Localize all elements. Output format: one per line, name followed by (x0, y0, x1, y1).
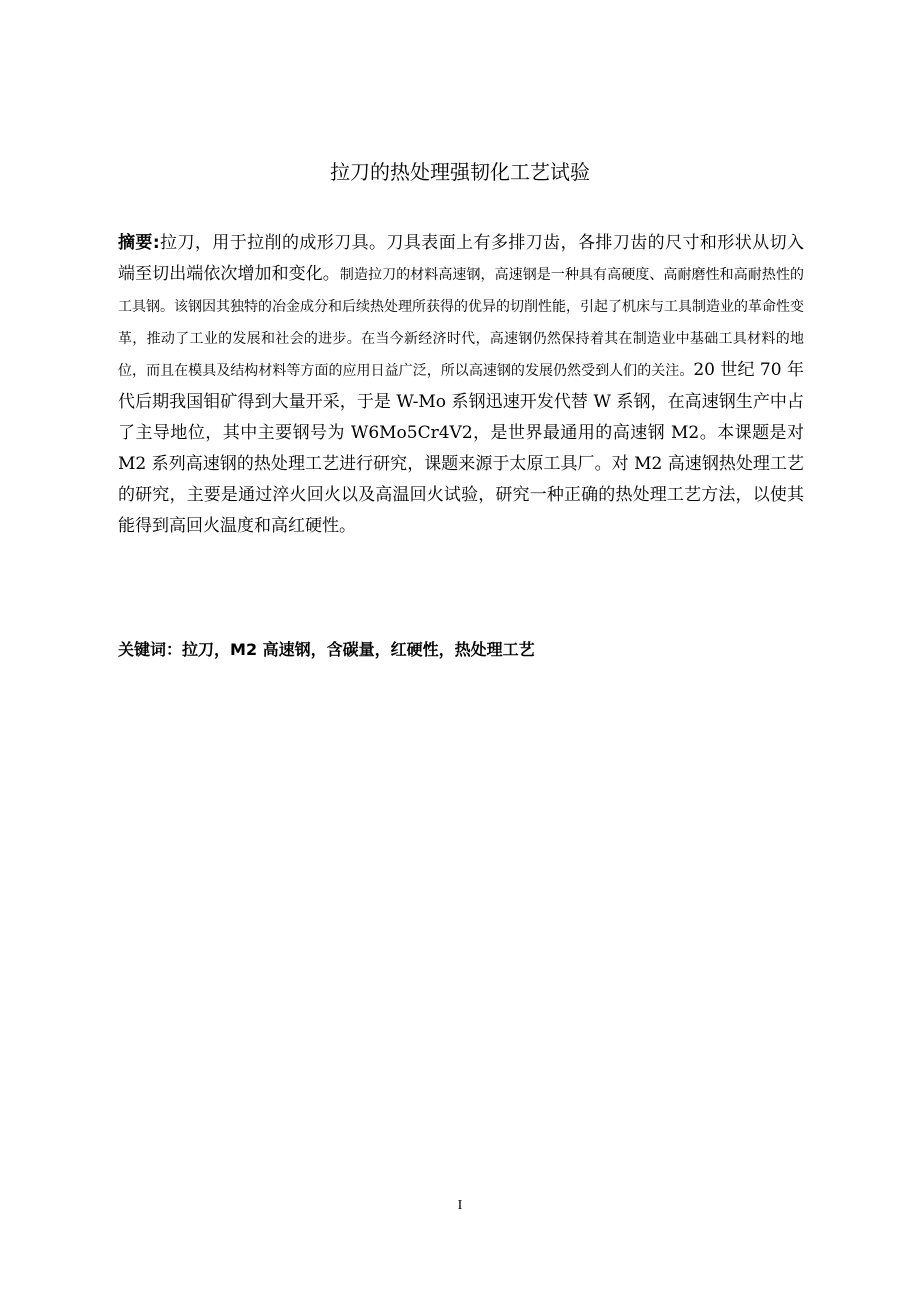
abstract-paragraph (118, 228, 804, 542)
keywords-line (118, 636, 804, 664)
page-number: I (457, 1198, 463, 1213)
abstract-text-part-3: 20 世纪 70 年代后期我国钼矿得到大量开采，于是 W-Mo 系钢迅速开发代替 W 系钢，在高速钢生产中占了主导地位，其中主要钢号为 W6Mo5Cr4V2，是世界最通用的高速钢 M2。本课题是对 M2 系列高速钢的热处理工艺进行研究，课题来源于太原工具厂。对 M2 高速钢热处理工艺的研究，主要是通过淬火回火以及高温回火试验，研究一种正确的热处理工艺方法，以使其能得到高回火温度和高红硬性。 (118, 360, 804, 536)
abstract-label: 摘要: (118, 233, 160, 253)
abstract-text-part-1: 拉刀，用于拉削的成形刀具。刀具表面上有多排刀齿，各排刀齿的尺寸和形状从切入端至切出端依次增加和变化。 (118, 233, 804, 284)
document-title: 拉刀的热处理强韧化工艺试验 (330, 160, 590, 184)
keywords-text: 拉刀，M2 高速钢，含碳量，红硬性，热处理工艺 (182, 640, 535, 659)
keywords-label: 关键词： (118, 640, 183, 659)
abstract-text-part-2: 制造拉刀的材料高速钢，高速钢是一种具有高硬度、高耐磨性和高耐热性的工具钢。该钢因其独特的冶金成分和后续热处理所获得的优异的切削性能，引起了机床与工具制造业的革命性变革，推动了工业的发展和社会的进步。在当今新经济时代，高速钢仍然保持着其在制造业中基础工具材料的地位，而且在模具及结构材料等方面的应用日益广泛，所以高速钢的发展仍然受到人们的关注。 (118, 267, 805, 379)
